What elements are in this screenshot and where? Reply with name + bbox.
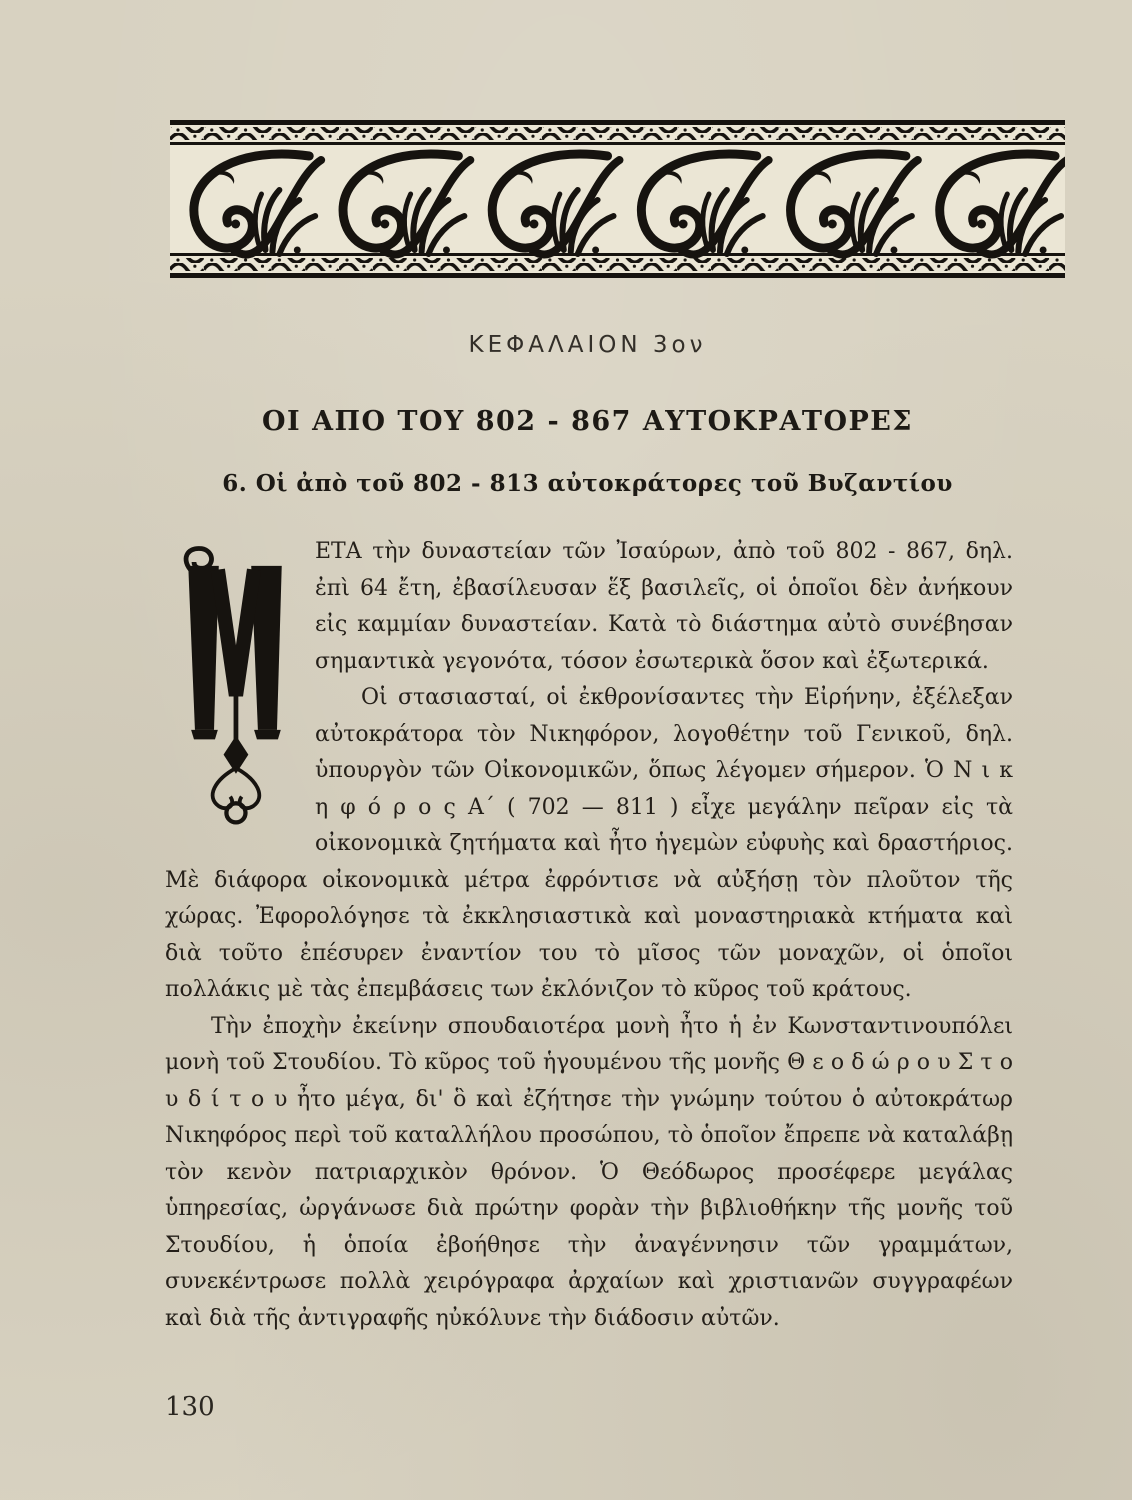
page-number: 130 [165,1392,215,1422]
page-title: ΟΙ ΑΠΟ ΤΟΥ 802 - 867 ΑΥΤΟΚΡΑΤΟΡΕΣ [262,406,913,437]
paragraph-2: Οἱ στασιασταί, οἱ ἐκθρονίσαντες τὴν Εἰρήνην, ἐξέλεξαν αὐτοκράτορα τὸν Νικηφόρον, λογοθέτην τοῦ Γενικοῦ, δηλ. ὑπουργὸν τῶν Οἰκονομικῶν, ὅπως λέγομεν σήμερον. Ὁ Ν ι κ η φ ό ρ ο ς Α´ ( 702 — 811 ) εἶχε μεγάλην πεῖραν εἰς τὰ οἰκονομικὰ ζητήματα καὶ ἦτο ἡγεμὼν εὐφυὴς καὶ δραστήριος. Μὲ διάφορα οἰκονομικὰ μέτρα ἐφρόντισε νὰ αὐξήσῃ τὸν πλοῦτον τῆς χώρας. Ἐφορολόγησε τὰ ἐκκλησιαστικὰ καὶ μοναστηριακὰ κτήματα καὶ διὰ τοῦτο ἐπέσυρεν ἐναντίον του τὸ μῖσος τῶν μοναχῶν, οἱ ὁποῖοι πολλάκις μὲ τὰς ἐπεμβάσεις των ἐκλόνιζον τὸ κῦρος τοῦ κράτους. [165,685,1013,1002]
section-heading: 6. Οἱ ἀπὸ τοῦ 802 - 813 αὐτοκράτορες τοῦ Βυζαντίου [222,470,953,497]
chapter-heading: ΚΕΦΑΛΑΙΟΝ 3ον [468,332,707,358]
paragraph-1: ΕΤΑ τὴν δυναστείαν τῶν Ἰσαύρων, ἀπὸ τοῦ 802 - 867, δηλ. ἐπὶ 64 ἔτη, ἐβασίλευσαν ἕξ βασιλεῖς, οἱ ὁποῖοι δὲν ἀνήκουν εἰς καμμίαν δυναστείαν. Κατὰ τὸ διάστημα αὐτὸ συνέβησαν σημαντικὰ γεγονότα, τόσον ἐσωτερικὰ ὅσον καὶ ἐξωτερικά. [315,539,1013,674]
body-text [165,534,1013,1337]
scroll-ornament-icon [170,120,1065,278]
paragraph-3: Τὴν ἐποχὴν ἐκείνην σπουδαιοτέρα μονὴ ἦτο ἡ ἐν Κωνσταντινουπόλει μονὴ τοῦ Στουδίου. Τὸ κῦρος τοῦ ἡγουμένου τῆς μονῆς Θ ε ο δ ώ ρ ο υ Σ τ ο υ δ ί τ ο υ ἦτο μέγα, δι' ὃ καὶ ἐζήτησε τὴν γνώμην τούτου ὁ αὐτοκράτωρ Νικηφόρος περὶ τοῦ καταλλήλου προσώπου, τὸ ὁποῖον ἔπρεπε νὰ καταλάβῃ τὸν κενὸν πατριαρχικὸν θρόνον. Ὁ Θεόδωρος προσέφερε μεγάλας ὑπηρεσίας, ὠργάνωσε διὰ πρώτην φορὰν τὴν βιβλιοθήκην τῆς μονῆς τοῦ Στουδίου, ἡ ὁποία ἐβοήθησε τὴν ἀναγέννησιν τῶν γραμμάτων, συνεκέντρωσε πολλὰ χειρόγραφα ἀρχαίων καὶ χριστιανῶν συγγραφέων καὶ διὰ τῆς ἀντιγραφῆς ηὐκόλυνε τὴν διάδοσιν αὐτῶν. [165,1013,1013,1331]
header-ornament-band [170,120,1065,278]
ornamental-letter-M-icon [173,540,297,832]
drop-cap-initial-M [173,540,297,832]
